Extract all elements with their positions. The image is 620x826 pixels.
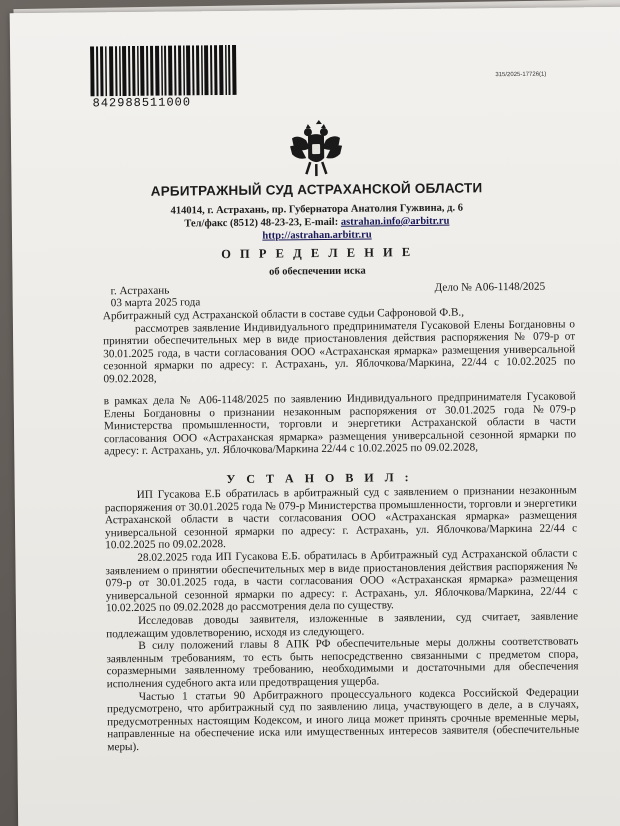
- established-heading: У С Т А Н О В И Л :: [226, 470, 413, 487]
- document-subtitle: об обеспечении иска: [269, 265, 366, 278]
- body-paragraph: В силу положений главы 8 АПК РФ обеспечительные меры должны соответствовать заявленным требованиям, то есть быть непосредственно связанными с предметом спора, соразмерными заявленному требованию, необходимыми и достаточными для обеспечения исполнения судебного акта или предотвращения ущерба.: [106, 635, 579, 691]
- court-email-link[interactable]: astrahan.info@arbitr.ru: [340, 215, 450, 228]
- intro-line: Арбитражный суд Астраханской области в составе судьи Сафроновой Ф.В.,: [102, 306, 465, 323]
- document-tracking-code: 315/2025-17726(1): [495, 71, 547, 79]
- document-city: г. Астрахань: [110, 284, 170, 298]
- document-date: 03 марта 2025 года: [110, 296, 201, 310]
- case-paragraph-block: [104, 390, 577, 458]
- double-headed-eagle-emblem-icon: [288, 118, 345, 181]
- document-title: О П Р Е Д Е Л Е Н И Е: [221, 245, 414, 262]
- intro-paragraph: рассмотрев заявление Индивидуального предпринимателя Гусаковой Елены Богдановны о принятии обеспечительных мер в виде приостановления действия распоряжения № 079-р от 30.01.2025 года, в части согласования ООО «Астраханская ярмарка» размещения универсальной сезонной ярмарки по адресу: г. Астрахань, ул. Яблочкова/Маркина, 22/44 с 10.02.2025 по 09.02.2028,: [103, 317, 576, 386]
- document-page: [10, 7, 620, 826]
- case-paragraph: в рамках дела № А06-1148/2025 по заявлению Индивидуального предпринимателя Гусаковой Елены Богдановны о признании незаконным распоряжения от 30.01.2025 года №079-р Министерства промышленности, торговли и энергетики Астраханской области в части согласования ООО «Астраханская ярмарка» размещения универсальной сезонной ярмарки по адресу: г. Астрахань, ул. Яблочкова/Маркина 22/44 с 10.02.2025 по 09.02.2028,: [103, 390, 577, 458]
- court-phone: Тел/факс (8512) 48-23-23, E-mail:: [184, 216, 339, 230]
- barcode-image: [90, 45, 241, 97]
- case-number: Дело № А06-1148/2025: [434, 280, 546, 294]
- court-address: 414014, г. Астрахань, пр. Губернатора Анатолия Гужвина, д. 6: [170, 202, 463, 217]
- intro-block: [103, 305, 576, 386]
- body-paragraphs: [105, 484, 580, 753]
- court-name: АРБИТРАЖНЫЙ СУД АСТРАХАНСКОЙ ОБЛАСТИ: [150, 180, 483, 199]
- body-paragraph: Исследовав доводы заявителя, изложенные в заявлении, суд считает, заявление подлежащим удовлетворению, исходя из следующего.: [106, 610, 579, 640]
- body-paragraph: ИП Гусакова Е.Б обратилась в арбитражный суд с заявлением о признании незаконным распоряжения от 30.01.2025 года № 079-р Министерства промышленности, торговли и энергетики Астраханской области в части согласования ООО «Астраханская ярмарка» размещения универсальной сезонной ярмарки по адресу: г. Астрахань, ул. Яблочкова/Маркина 22/44 с 10.02.2025 по 09.02.2028.: [104, 484, 578, 552]
- body-paragraph: Частью 1 статьи 90 Арбитражного процессуального кодекса Российской Федерации предусмотрено, что арбитражный суд по заявлению лица, участвующего в деле, а в случаях, предусмотренных настоящим Кодексом, и иного лица может принять срочные временные меры, направленные на обеспечение иска или имущественных интересов заявителя (обеспечительные меры).: [106, 685, 580, 754]
- body-paragraph: 28.02.2025 года ИП Гусакова Е.Б. обратилась в Арбитражный суд Астраханской области с заявлением о принятии обеспечительных мер в виде приостановления действия распоряжения № 079-р от 30.01.2025 года, в части согласования ООО «Астраханская ярмарка» размещения универсальной сезонной ярмарки по адресу: г. Астрахань, ул. Яблочкова/Маркина, 22/44 с 10.02.2025 по 09.02.2028 до рассмотрения дела по существу.: [105, 547, 578, 615]
- court-website-link[interactable]: http://astrahan.arbitr.ru: [262, 229, 372, 242]
- barcode-number: 842988511000: [92, 95, 192, 111]
